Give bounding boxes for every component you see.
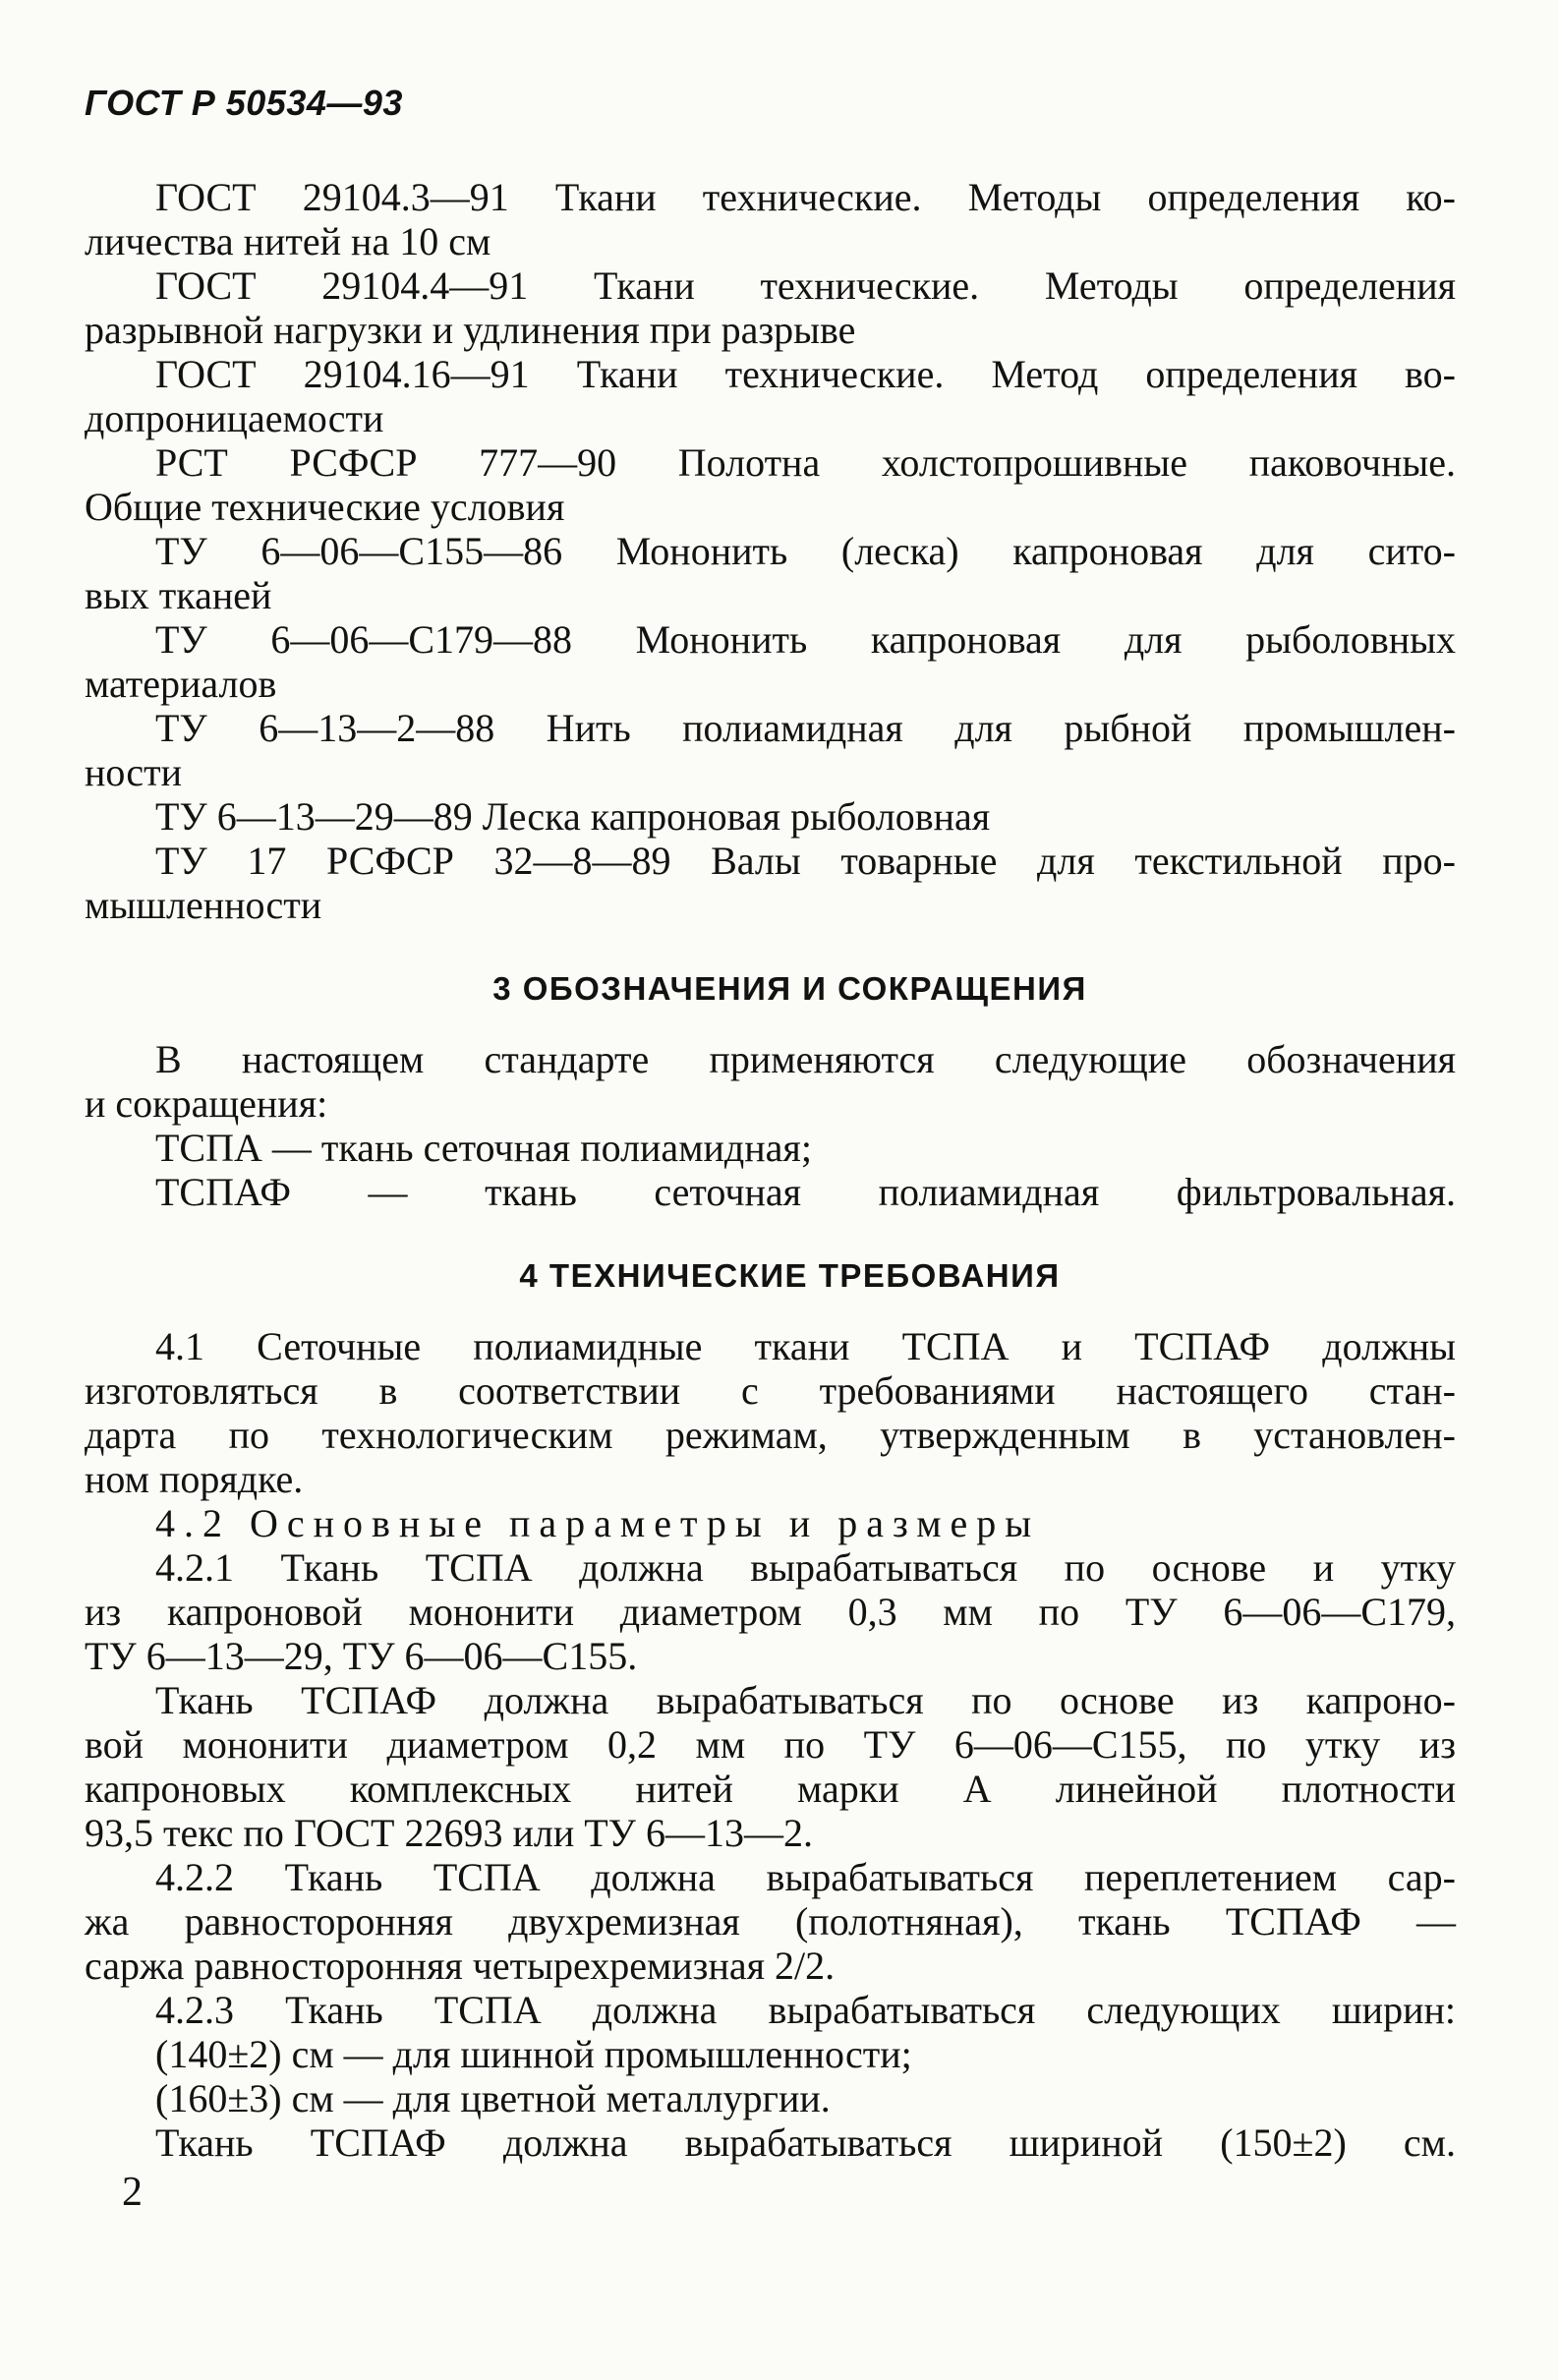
paragraph-line: дарта по технологическим режимам, утвержденным в установлен- <box>85 1413 1456 1457</box>
paragraph-line: В настоящем стандарте применяются следующие обозначения <box>155 1037 1456 1081</box>
paragraph-line: (160±3) см — для цветной металлургии. <box>155 2076 831 2120</box>
ref-line: ГОСТ 29104.16—91 Ткани технические. Метод определения во- <box>155 352 1456 396</box>
ref-line: вых тканей <box>85 573 272 617</box>
paragraph-line: изготовляться в соответствии с требованиями настоящего стан- <box>85 1368 1456 1413</box>
paragraph-line: из капроновой мононити диаметром 0,3 мм по ТУ 6—06—С179, <box>85 1590 1456 1634</box>
paragraph-line: 4.2.1 Ткань ТСПА должна вырабатываться по основе и утку <box>155 1545 1456 1590</box>
section-3-heading: 3 ОБОЗНАЧЕНИЯ И СОКРАЩЕНИЯ <box>492 970 1087 1007</box>
ref-line: ТУ 6—06—С155—86 Мононить (леска) капроновая для сито- <box>155 529 1456 573</box>
subsection-title: 4.2 Основные параметры и размеры <box>155 1501 1041 1545</box>
paragraph-line: жа равносторонняя двухремизная (полотняная), ткань ТСПАФ — <box>85 1899 1456 1944</box>
ref-line: ГОСТ 29104.3—91 Ткани технические. Методы определения ко- <box>155 175 1456 219</box>
page-header-doc-code: ГОСТ Р 50534—93 <box>85 83 403 123</box>
paragraph-line: саржа равносторонняя четырехремизная 2/2. <box>85 1944 836 1988</box>
page-body <box>85 175 1456 2165</box>
paragraph-line: капроновых комплексных нитей марки А линейной плотности <box>85 1767 1456 1811</box>
ref-line: ТУ 6—06—С179—88 Мононить капроновая для рыболовных <box>155 617 1456 662</box>
ref-line: мышленности <box>85 883 322 927</box>
ref-line: ности <box>85 750 183 794</box>
paragraph-line: 93,5 текс по ГОСТ 22693 или ТУ 6—13—2. <box>85 1811 813 1855</box>
paragraph-line: Ткань ТСПАФ должна вырабатываться по основе из капроно- <box>155 1678 1456 1722</box>
paragraph-line: вой мононити диаметром 0,2 мм по ТУ 6—06—С155, по утку из <box>85 1722 1456 1767</box>
ref-line: Общие технические условия <box>85 485 565 529</box>
section-4-heading: 4 ТЕХНИЧЕСКИЕ ТРЕБОВАНИЯ <box>519 1257 1061 1294</box>
ref-line: ТУ 17 РСФСР 32—8—89 Валы товарные для текстильной про- <box>155 839 1456 883</box>
paragraph-line: (140±2) см — для шинной промышленности; <box>155 2032 912 2076</box>
references-list <box>85 175 1456 927</box>
page-number: 2 <box>122 2170 143 2215</box>
section-4-body <box>85 1324 1456 2165</box>
paragraph-line: 4.1 Сеточные полиамидные ткани ТСПА и ТСПАФ должны <box>155 1324 1456 1368</box>
ref-line: допроницаемости <box>85 396 384 440</box>
paragraph-line: 4.2.3 Ткань ТСПА должна вырабатываться следующих ширин: <box>155 1988 1456 2032</box>
paragraph-line: и сокращения: <box>85 1081 328 1126</box>
ref-line: разрывной нагрузки и удлинения при разрыве <box>85 308 856 352</box>
ref-line: ТУ 6—13—2—88 Нить полиамидная для рыбной промышлен- <box>155 706 1456 750</box>
abbreviation-line: ТСПАФ — ткань сеточная полиамидная фильтровальная. <box>155 1170 1456 1214</box>
ref-line: личества нитей на 10 см <box>85 219 491 263</box>
ref-line: РСТ РСФСР 777—90 Полотна холстопрошивные паковочные. <box>155 440 1456 485</box>
paragraph-line: 4.2.2 Ткань ТСПА должна вырабатываться переплетением сар- <box>155 1855 1456 1899</box>
paragraph-line: ном порядке. <box>85 1457 304 1501</box>
paragraph-line: Ткань ТСПАФ должна вырабатываться шириной (150±2) см. <box>155 2120 1456 2165</box>
paragraph-line: ТУ 6—13—29, ТУ 6—06—С155. <box>85 1634 638 1678</box>
abbreviation-line: ТСПА — ткань сеточная полиамидная; <box>155 1126 812 1170</box>
ref-line: ГОСТ 29104.4—91 Ткани технические. Методы определения <box>155 263 1456 308</box>
ref-line: ТУ 6—13—29—89 Леска капроновая рыболовная <box>155 794 991 839</box>
ref-line: материалов <box>85 662 277 706</box>
section-3-body <box>85 1037 1456 1214</box>
